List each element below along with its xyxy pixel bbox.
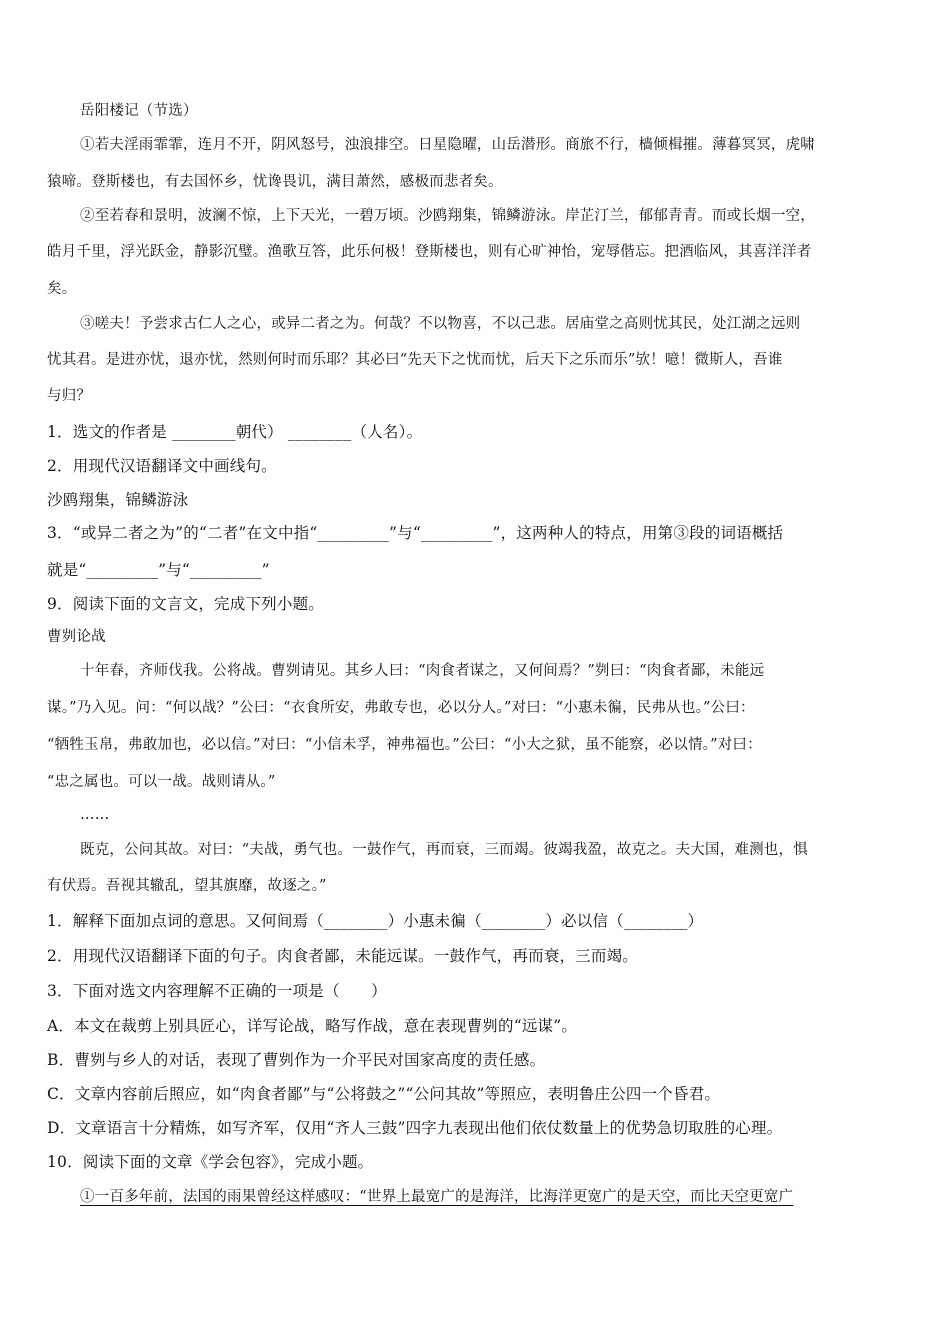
yueyang-question-2: 2．用现代汉语翻译文中画线句。 bbox=[47, 457, 277, 475]
yueyang-title: 岳阳楼记（节选） bbox=[80, 103, 198, 119]
yueyang-paragraph-2-line-1: ②至若春和景明，波澜不惊，上下天光，一碧万顷。沙鸥翔集，锦鳞游泳。岸芷汀兰，郁郁青青。而或长烟一空， bbox=[80, 208, 815, 224]
baorong-question-intro: 10．阅读下面的文章《学会包容》，完成小题。 bbox=[47, 1153, 374, 1171]
cao-paragraph-1-line-3: “牺牲玉帛，弗敢加也，必以信。”对曰：“小信未孚，神弗福也。”公曰：“小大之狱，虽不能察，必以情。”对曰： bbox=[47, 737, 762, 753]
cao-option-a: A．本文在裁剪上别具匠心，详写论战，略写作战，意在表现曹刿的“远谋”。 bbox=[47, 1017, 578, 1035]
cao-question-1: 1．解释下面加点词的意思。又何间焉（________）小惠未徧（________）必以信（________） bbox=[47, 912, 704, 930]
yueyang-question-2-sentence: 沙鸥翔集，锦鳞游泳 bbox=[47, 491, 189, 509]
cao-question-3: 3．下面对选文内容理解不正确的一项是（ ） bbox=[47, 982, 387, 1000]
cao-option-d: D．文章语言十分精炼，如写齐军，仅用“齐人三鼓”四字九表现出他们依仗数量上的优势急切取胜的心理。 bbox=[47, 1119, 783, 1137]
cao-paragraph-2-line-1: 既克，公问其故。对曰：“夫战，勇气也。一鼓作气，再而衰，三而竭。彼竭我盈，故克之。夫大国，难测也，惧 bbox=[80, 842, 808, 858]
cao-paragraph-1-line-2: 谋。”乃入见。问：“何以战？”公曰：“衣食所安，弗敢专也，必以分人。”对曰：“小惠未徧，民弗从也。”公曰： bbox=[47, 700, 755, 716]
cao-paragraph-1-line-4: “忠之属也。可以一战。战则请从。” bbox=[47, 774, 276, 790]
cao-option-c: C．文章内容前后照应，如“肉食者鄙”与“公将鼓之”“公问其故”等照应，表明鲁庄公四一个昏君。 bbox=[47, 1085, 721, 1103]
yueyang-question-3-line-2: 就是“_________”与“_________” bbox=[47, 561, 270, 579]
yueyang-paragraph-3-line-1: ③嗟夫！予尝求古仁人之心，或异二者之为。何哉？不以物喜，不以己悲。居庙堂之高则忧其民，处江湖之远则 bbox=[80, 316, 801, 332]
yueyang-paragraph-3-line-3: 与归？ bbox=[47, 388, 92, 404]
cao-paragraph-1-line-1: 十年春，齐师伐我。公将战。曹刿请见。其乡人曰：“肉食者谋之，又何间焉？”刿曰：“肉食者鄙，未能远 bbox=[80, 663, 765, 679]
yueyang-paragraph-2-line-3: 矣。 bbox=[47, 281, 77, 297]
cao-title: 曹刿论战 bbox=[47, 629, 106, 645]
cao-option-b: B．曹刿与乡人的对话，表现了曹刿作为一介平民对国家高度的责任感。 bbox=[47, 1051, 546, 1069]
cao-question-intro: 9．阅读下面的文言文，完成下列小题。 bbox=[47, 595, 324, 613]
yueyang-question-1: 1．选文的作者是 ________朝代） ________（人名）。 bbox=[47, 423, 423, 441]
yueyang-paragraph-1-line-2: 猿啼。登斯楼也，有去国怀乡，忧谗畏讥，满目萧然，感极而悲者矣。 bbox=[47, 174, 503, 190]
cao-question-2: 2．用现代汉语翻译下面的句子。肉食者鄙，未能远谋。一鼓作气，再而衰，三而竭。 bbox=[47, 947, 638, 965]
yueyang-question-3-line-1: 3．“或异二者之为”的“二者”在文中指“_________”与“_________”，这两种人的特点，用第③段的词语概括 bbox=[47, 524, 784, 542]
yueyang-paragraph-2-line-2: 皓月千里，浮光跃金，静影沉璧。渔歌互答，此乐何极！登斯楼也，则有心旷神怡，宠辱偕忘。把酒临风，其喜洋洋者 bbox=[47, 244, 812, 260]
yueyang-paragraph-1-line-1: ①若夫淫雨霏霏，连月不开，阴风怒号，浊浪排空。日星隐曜，山岳潜形。商旅不行，樯倾楫摧。薄暮冥冥，虎啸 bbox=[80, 137, 815, 153]
baorong-paragraph-1-line-1: ①一百多年前，法国的雨果曾经这样感叹：“世界上最宽广的是海洋，比海洋更宽广的是天空，而比天空更宽广 bbox=[80, 1189, 794, 1205]
cao-ellipsis: …… bbox=[80, 807, 110, 823]
cao-paragraph-2-line-2: 有伏焉。吾视其辙乱，望其旗靡，故逐之。” bbox=[47, 878, 327, 894]
yueyang-paragraph-3-line-2: 忧其君。是进亦忧，退亦忧，然则何时而乐耶？其必曰“先天下之忧而忧，后天下之乐而乐”欤！噫！微斯人，吾谁 bbox=[47, 352, 783, 368]
